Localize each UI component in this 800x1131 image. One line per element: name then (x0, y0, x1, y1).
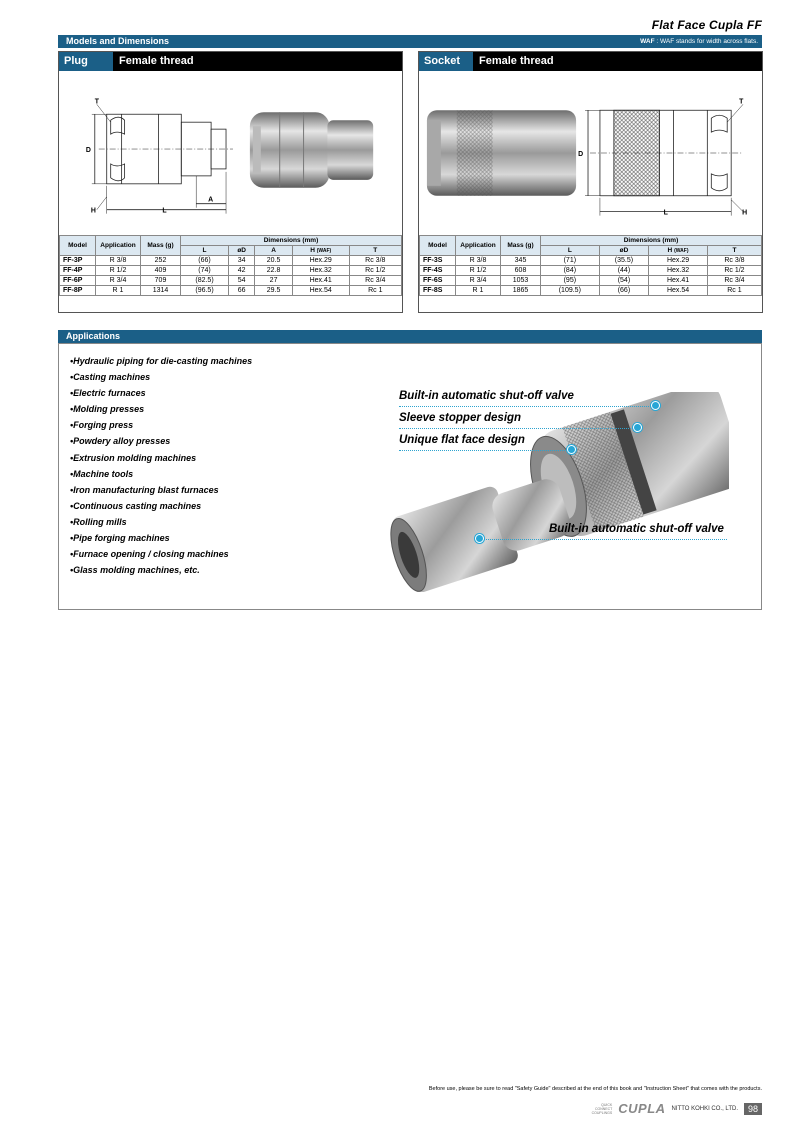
socket-th-mass: Mass (g) (501, 236, 541, 256)
socket-panel (418, 51, 763, 313)
callout-line (481, 539, 727, 540)
waf-note: WAF : WAF stands for width across flats. (640, 38, 758, 45)
socket-dim-D: D (578, 150, 584, 158)
plug-th-H: H (WAF) (292, 246, 349, 256)
socket-dimension-table (419, 235, 762, 296)
table-row: FF-6P R 3/4 709 (82.5) 54 27 Hex.41 Rc 3/4 (60, 276, 402, 286)
models-section-title: Models and Dimensions (66, 36, 170, 46)
list-item: • Molding presses (70, 404, 252, 420)
socket-th-H: H (WAF) (649, 246, 708, 256)
socket-th-L: L (541, 246, 600, 256)
table-row: FF-4P R 1/2 409 (74) 42 22.8 Hex.32 Rc 1/2 (60, 266, 402, 276)
plug-panel-header (59, 52, 402, 71)
page-title: Flat Face Cupla FF (651, 18, 762, 32)
list-item: • Glass molding machines, etc. (70, 565, 252, 581)
callout-shutoff-plug: Built-in automatic shut-off valve (549, 523, 724, 535)
table-row: FF-8S R 1 1865 (109.5) (66) Hex.54 Rc 1 (420, 286, 762, 296)
plug-subtitle: Female thread (119, 55, 194, 67)
list-item: • Machine tools (70, 469, 252, 485)
plug-dimension-table (59, 235, 402, 296)
callout-sleeve-stopper: Sleeve stopper design (399, 412, 522, 424)
cupla-logo: CUPLA (618, 1101, 666, 1116)
table-row: FF-3S R 3/8 345 (71) (35.5) Hex.29 Rc 3/8 (420, 256, 762, 266)
plug-dim-T: T (94, 98, 100, 106)
applications-section-bar (58, 330, 762, 343)
plug-tag: Plug (59, 52, 113, 71)
plug-th-T: T (349, 246, 401, 256)
plug-dim-H: H (90, 207, 96, 215)
marker-dot (633, 423, 642, 432)
socket-tag: Socket (419, 52, 473, 71)
applications-box (58, 343, 762, 610)
socket-dim-L: L (663, 209, 668, 217)
list-item: • Continuous casting machines (70, 501, 252, 517)
table-row: FF-3P R 3/8 252 (66) 34 20.5 Hex.29 Rc 3/8 (60, 256, 402, 266)
applications-list (70, 356, 252, 581)
list-item: • Iron manufacturing blast furnaces (70, 485, 252, 501)
list-item: • Casting machines (70, 372, 252, 388)
plug-drawing-icon (59, 72, 402, 236)
list-item: • Powdery alloy presses (70, 436, 252, 452)
callout-shutoff-socket: Built-in automatic shut-off valve (399, 390, 574, 402)
socket-subtitle: Female thread (479, 55, 554, 67)
callout-flat-face: Unique flat face design (399, 434, 525, 446)
list-item: • Hydraulic piping for die-casting machines (70, 356, 252, 372)
list-item: • Pipe forging machines (70, 533, 252, 549)
footer-brand (592, 1101, 762, 1116)
socket-dim-H: H (742, 209, 748, 217)
callout-line (399, 428, 639, 429)
plug-photo-icon (250, 112, 373, 188)
list-item: • Rolling mills (70, 517, 252, 533)
plug-th-mass: Mass (g) (141, 236, 181, 256)
plug-th-D: øD (229, 246, 255, 256)
models-section-bar (58, 35, 762, 48)
plug-th-model: Model (60, 236, 96, 256)
footer-safety-note: Before use, please be sure to read "Safety Guide" described at the end of this book and "Instruction Sheet" that comes with the products. (428, 1086, 762, 1092)
marker-dot (567, 445, 576, 454)
socket-photo-icon (427, 110, 576, 196)
socket-th-application: Application (456, 236, 501, 256)
socket-th-model: Model (420, 236, 456, 256)
socket-panel-header (419, 52, 762, 71)
table-row: FF-6S R 3/4 1053 (95) (54) Hex.41 Rc 3/4 (420, 276, 762, 286)
table-row: FF-8P R 1 1314 (96.5) 66 29.5 Hex.54 Rc 1 (60, 286, 402, 296)
plug-dim-D: D (85, 147, 91, 155)
list-item: • Extrusion molding machines (70, 453, 252, 469)
socket-dim-T: T (739, 98, 744, 106)
marker-dot (651, 401, 660, 410)
socket-drawing-icon (419, 72, 762, 236)
callout-line (399, 450, 573, 451)
table-row: FF-4S R 1/2 608 (84) (44) Hex.32 Rc 1/2 (420, 266, 762, 276)
plug-th-dimensions: Dimensions (mm) (181, 236, 402, 246)
callout-line (399, 406, 657, 407)
plug-th-A: A (255, 246, 292, 256)
socket-th-T: T (707, 246, 761, 256)
plug-dim-A: A (208, 196, 214, 204)
page-number: 98 (744, 1103, 762, 1115)
brand-tagline: QUICK CONNECT COUPLINGS (591, 1102, 613, 1115)
list-item: • Furnace opening / closing machines (70, 549, 252, 565)
plug-th-L: L (181, 246, 229, 256)
applications-section-title: Applications (66, 331, 121, 341)
plug-dim-L: L (162, 207, 167, 215)
marker-dot (475, 534, 484, 543)
list-item: • Forging press (70, 420, 252, 436)
socket-th-D: øD (599, 246, 649, 256)
list-item: • Electric furnaces (70, 388, 252, 404)
plug-panel (58, 51, 403, 313)
company-name: NITTO KOHKI CO., LTD. (671, 1105, 738, 1112)
plug-th-application: Application (96, 236, 141, 256)
socket-th-dimensions: Dimensions (mm) (541, 236, 762, 246)
